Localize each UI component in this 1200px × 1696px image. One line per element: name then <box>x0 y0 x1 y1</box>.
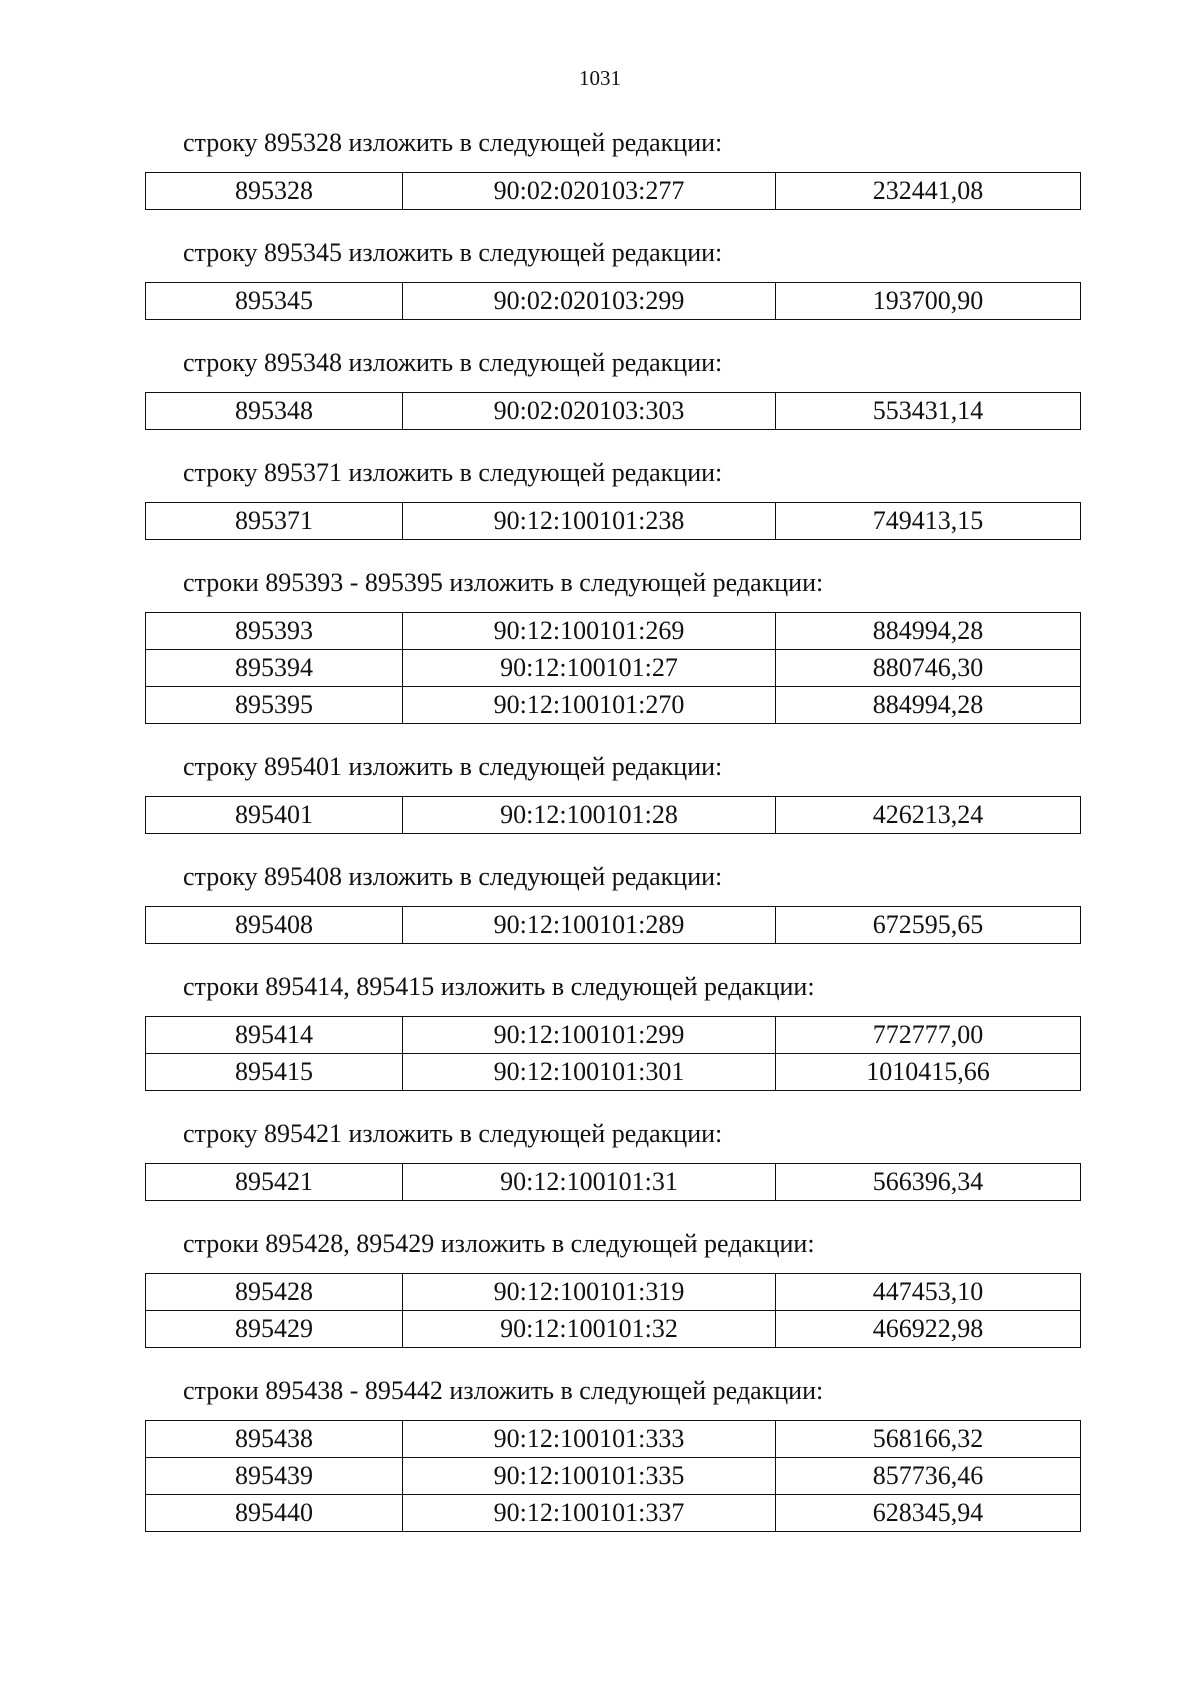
value-cell: 672595,65 <box>776 907 1081 944</box>
amendment-section <box>145 1229 1081 1348</box>
amendment-instruction: строки 895393 - 895395 изложить в следующей редакции: <box>183 568 824 597</box>
amendment-table <box>145 1273 1081 1348</box>
amendment-table <box>145 502 1081 540</box>
amendment-instruction: строку 895421 изложить в следующей редакции: <box>183 1119 723 1148</box>
table-row <box>146 1311 1081 1348</box>
amendment-section <box>145 348 1081 430</box>
amendment-table <box>145 172 1081 210</box>
cadastral-number-cell: 90:12:100101:27 <box>403 650 776 687</box>
amendment-table <box>145 906 1081 944</box>
value-cell: 566396,34 <box>776 1164 1081 1201</box>
value-cell: 426213,24 <box>776 797 1081 834</box>
document-body <box>145 128 1081 1560</box>
amendment-table <box>145 796 1081 834</box>
table-row <box>146 173 1081 210</box>
value-cell: 466922,98 <box>776 1311 1081 1348</box>
table-row <box>146 1164 1081 1201</box>
row-number-cell: 895348 <box>146 393 403 430</box>
table-row <box>146 797 1081 834</box>
amendment-section <box>145 458 1081 540</box>
table-row <box>146 503 1081 540</box>
row-number-cell: 895393 <box>146 613 403 650</box>
page-number: 1031 <box>579 66 621 90</box>
cadastral-number-cell: 90:12:100101:32 <box>403 1311 776 1348</box>
amendment-section <box>145 1119 1081 1201</box>
amendment-instruction: строку 895401 изложить в следующей редакции: <box>183 752 723 781</box>
row-number-cell: 895428 <box>146 1274 403 1311</box>
value-cell: 772777,00 <box>776 1017 1081 1054</box>
row-number-cell: 895439 <box>146 1458 403 1495</box>
value-cell: 232441,08 <box>776 173 1081 210</box>
cadastral-number-cell: 90:02:020103:303 <box>403 393 776 430</box>
table-row <box>146 907 1081 944</box>
value-cell: 884994,28 <box>776 687 1081 724</box>
amendment-instruction: строку 895408 изложить в следующей редакции: <box>183 862 723 891</box>
amendment-section <box>145 1376 1081 1532</box>
amendment-section <box>145 568 1081 724</box>
cadastral-number-cell: 90:12:100101:28 <box>403 797 776 834</box>
cadastral-number-cell: 90:12:100101:335 <box>403 1458 776 1495</box>
amendment-table <box>145 282 1081 320</box>
cadastral-number-cell: 90:12:100101:319 <box>403 1274 776 1311</box>
cadastral-number-cell: 90:02:020103:277 <box>403 173 776 210</box>
value-cell: 749413,15 <box>776 503 1081 540</box>
amendment-section <box>145 238 1081 320</box>
table-row <box>146 1054 1081 1091</box>
value-cell: 1010415,66 <box>776 1054 1081 1091</box>
amendment-section <box>145 752 1081 834</box>
cadastral-number-cell: 90:12:100101:289 <box>403 907 776 944</box>
table-row <box>146 1458 1081 1495</box>
amendment-instruction: строки 895438 - 895442 изложить в следующей редакции: <box>183 1376 824 1405</box>
value-cell: 447453,10 <box>776 1274 1081 1311</box>
cadastral-number-cell: 90:12:100101:269 <box>403 613 776 650</box>
row-number-cell: 895421 <box>146 1164 403 1201</box>
row-number-cell: 895415 <box>146 1054 403 1091</box>
row-number-cell: 895401 <box>146 797 403 834</box>
table-row <box>146 613 1081 650</box>
value-cell: 568166,32 <box>776 1421 1081 1458</box>
amendment-instruction: строку 895348 изложить в следующей редакции: <box>183 348 723 377</box>
amendment-instruction: строки 895414, 895415 изложить в следующей редакции: <box>183 972 815 1001</box>
amendment-instruction: строки 895428, 895429 изложить в следующей редакции: <box>183 1229 815 1258</box>
value-cell: 628345,94 <box>776 1495 1081 1532</box>
amendment-section <box>145 128 1081 210</box>
amendment-table <box>145 392 1081 430</box>
row-number-cell: 895395 <box>146 687 403 724</box>
cadastral-number-cell: 90:12:100101:301 <box>403 1054 776 1091</box>
table-row <box>146 1017 1081 1054</box>
row-number-cell: 895328 <box>146 173 403 210</box>
amendment-table <box>145 1016 1081 1091</box>
cadastral-number-cell: 90:12:100101:337 <box>403 1495 776 1532</box>
amendment-instruction: строку 895371 изложить в следующей редакции: <box>183 458 723 487</box>
cadastral-number-cell: 90:12:100101:238 <box>403 503 776 540</box>
amendment-section <box>145 972 1081 1091</box>
value-cell: 884994,28 <box>776 613 1081 650</box>
row-number-cell: 895345 <box>146 283 403 320</box>
amendment-instruction: строку 895345 изложить в следующей редакции: <box>183 238 723 267</box>
cadastral-number-cell: 90:12:100101:270 <box>403 687 776 724</box>
row-number-cell: 895414 <box>146 1017 403 1054</box>
table-row <box>146 687 1081 724</box>
value-cell: 553431,14 <box>776 393 1081 430</box>
value-cell: 857736,46 <box>776 1458 1081 1495</box>
cadastral-number-cell: 90:02:020103:299 <box>403 283 776 320</box>
amendment-instruction: строку 895328 изложить в следующей редакции: <box>183 128 723 157</box>
amendment-table <box>145 1420 1081 1532</box>
row-number-cell: 895440 <box>146 1495 403 1532</box>
table-row <box>146 1421 1081 1458</box>
amendment-table <box>145 1163 1081 1201</box>
table-row <box>146 1495 1081 1532</box>
row-number-cell: 895429 <box>146 1311 403 1348</box>
value-cell: 880746,30 <box>776 650 1081 687</box>
table-row <box>146 393 1081 430</box>
value-cell: 193700,90 <box>776 283 1081 320</box>
amendment-table <box>145 612 1081 724</box>
row-number-cell: 895438 <box>146 1421 403 1458</box>
cadastral-number-cell: 90:12:100101:31 <box>403 1164 776 1201</box>
cadastral-number-cell: 90:12:100101:299 <box>403 1017 776 1054</box>
table-row <box>146 1274 1081 1311</box>
row-number-cell: 895408 <box>146 907 403 944</box>
row-number-cell: 895394 <box>146 650 403 687</box>
table-row <box>146 283 1081 320</box>
row-number-cell: 895371 <box>146 503 403 540</box>
amendment-section <box>145 862 1081 944</box>
cadastral-number-cell: 90:12:100101:333 <box>403 1421 776 1458</box>
table-row <box>146 650 1081 687</box>
